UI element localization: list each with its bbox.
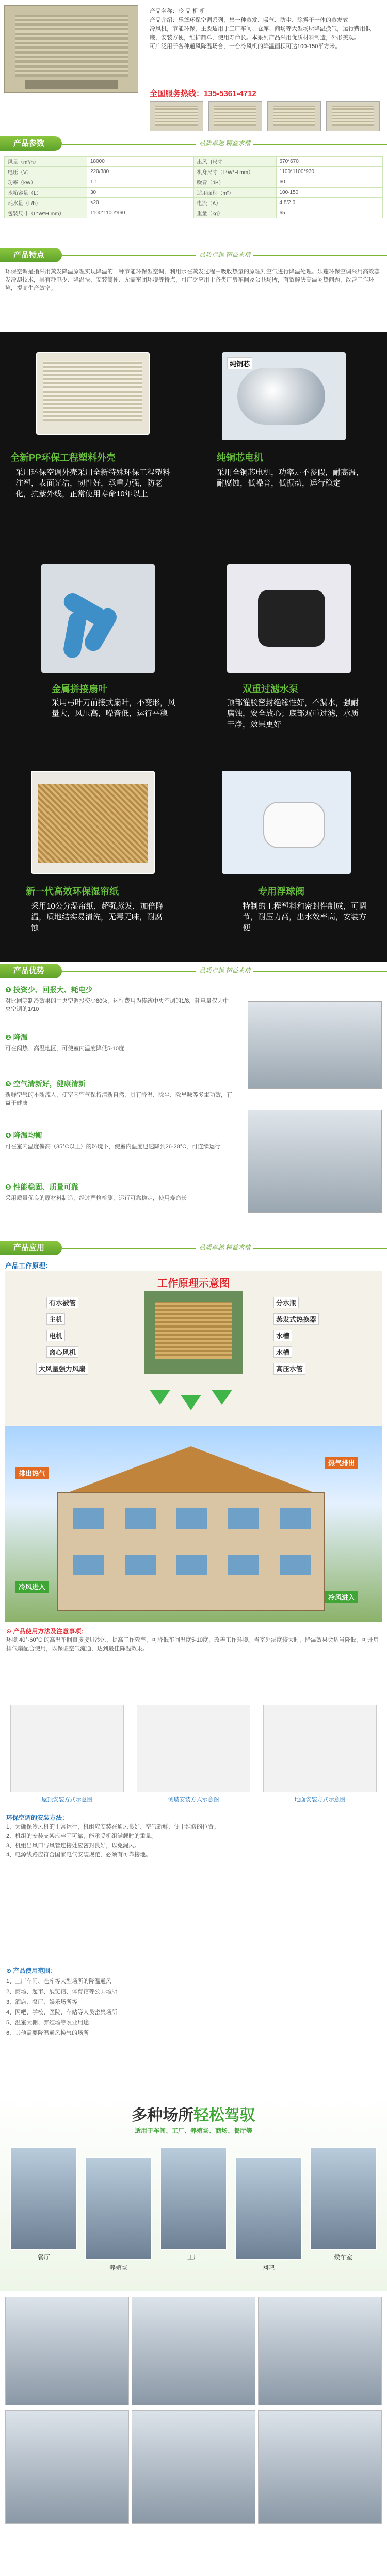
installation-photo	[248, 1110, 382, 1213]
param-value: 1100*1100*960	[87, 208, 194, 218]
apps-heading: ⊙ 产品使用范围：	[6, 1967, 57, 1974]
features-block-1	[0, 332, 387, 549]
scene-photo	[235, 2157, 302, 2271]
params-row	[5, 157, 383, 167]
case-photo	[5, 2410, 129, 2524]
fan-blade-image	[41, 564, 155, 673]
feature-text: 采用环保空调外壳采用全新特殊环保工程塑料注塑，表面光洁，韧性好，承重力强，防老化，抗紫外线，正常使用寿命10年以上	[15, 468, 171, 498]
param-key: 电压（V）	[5, 167, 87, 177]
info-line: 冷风机，节能环保，主要适用于工厂车间、仓库、商场等大型场所降温换气，运行费用低	[150, 26, 371, 32]
params-table-wrap	[0, 153, 387, 246]
advantages-list	[0, 980, 387, 1239]
building-label: 排出热气	[15, 1467, 49, 1479]
section-header-params	[0, 134, 387, 153]
hotline-number[interactable]: 135-5361-4712	[204, 89, 256, 98]
param-key: 重量（kg）	[194, 208, 276, 218]
section-subtitle: 品质卓越 精益求精	[196, 138, 253, 147]
notes-heading: ⊙ 产品使用方法及注意事项：	[6, 1628, 88, 1635]
scene-caption: 候车室	[333, 2254, 352, 2261]
unit-illustration	[144, 1291, 243, 1374]
advantage-text: 可在闷热、高温地区，可使室内温度降低5-10度	[5, 1045, 125, 1052]
diagram-title: 工作原理示意图	[157, 1278, 230, 1289]
install-step: 4、电源线路应符合国家电气安装规范，必须有可靠接地。	[6, 1852, 152, 1858]
section-title: 产品优势	[0, 964, 62, 978]
advantage-item	[5, 1032, 232, 1053]
case-photo	[132, 2297, 255, 2405]
feature-title: 金属拼接扇叶	[52, 684, 107, 694]
section-title: 产品参数	[0, 136, 62, 151]
advantage-text: 可在室内温度偏高（35°C以上）的环境下，使室内温度迅速降到26-28°C，可连续运行	[5, 1144, 221, 1150]
advantage-text: 采用质量优良的原材料制造，经过严格检测，运行可靠稳定，使用寿命长	[5, 1195, 187, 1201]
diagram-label: 水槽	[273, 1330, 292, 1341]
info-line: 廉，安装方便，维护简单，使用寿命长。本系列产品采用优质材料制造，外形美观。	[150, 35, 360, 41]
advantage-text: 对比同等制冷效果的中央空调投资少80%，运行费用为传统中央空调的1/8，耗电量仅为中央空调的1/10	[5, 998, 229, 1012]
section-subtitle: 品质卓越 精益求精	[196, 966, 253, 975]
section-header-application	[0, 1239, 387, 1257]
thumbnail-strip	[150, 101, 382, 132]
params-row	[5, 177, 383, 188]
install-diagram	[263, 1705, 377, 1803]
scene-photo	[10, 2147, 77, 2261]
param-key: 适用面积（m²）	[194, 188, 276, 198]
param-value: 30	[87, 188, 194, 198]
apps-item: 4、网吧、学校、医院、车站等人员密集场所	[6, 2009, 118, 2016]
diagram-caption: 屋顶安装方式示意图	[41, 1797, 93, 1803]
scene-photo	[160, 2147, 227, 2261]
scene-photo	[85, 2157, 152, 2271]
param-value: 220/380	[87, 167, 194, 177]
param-key: 噪音（dB）	[194, 177, 276, 188]
advantage-text: 新鲜空气的不断流入，使室内空气保持清新自然，具有降温、除尘、除异味等多重功效，有益于健康	[5, 1092, 232, 1106]
hotline-label: 全国服务热线：	[150, 89, 204, 98]
diagram-label: 主机	[46, 1313, 65, 1325]
features-block-2	[0, 549, 387, 755]
copper-core-tag: 纯铜芯	[227, 357, 252, 369]
param-value: 18000	[87, 157, 194, 167]
shell-image	[36, 352, 150, 435]
feature-title: 新一代高效环保湿帘纸	[26, 886, 119, 897]
scene-caption: 工厂	[187, 2254, 200, 2261]
param-key: 水箱容量（L）	[5, 188, 87, 198]
float-valve-image	[222, 771, 351, 874]
advantage-item	[5, 1182, 232, 1203]
thumbnail[interactable]	[267, 101, 321, 131]
diagram-label: 蒸发式热换器	[273, 1313, 319, 1325]
product-main-image[interactable]	[4, 5, 138, 93]
case-photos	[0, 2291, 387, 2529]
install-diagram	[137, 1705, 250, 1803]
installation-photo	[248, 1001, 382, 1089]
install-instructions	[0, 1808, 387, 1963]
feature-title: 双重过滤水泵	[243, 684, 298, 694]
banner-title-a: 多种场所	[132, 2107, 194, 2124]
building-label: 冷风进入	[15, 1581, 49, 1593]
airflow-arrow	[212, 1390, 232, 1405]
param-key: 机身尺寸（L*W*H mm）	[194, 167, 276, 177]
install-step: 1、为确保冷风机的正常运行，机组应安装在通风良好、空气新鲜、便于维修的位置。	[6, 1824, 220, 1830]
apps-item: 5、温室大棚、养殖场等农业用途	[6, 2020, 89, 2026]
diagram-label: 分水瓶	[273, 1297, 299, 1308]
params-row	[5, 198, 383, 208]
hotline[interactable]	[150, 88, 256, 99]
install-diagram	[10, 1705, 124, 1803]
diagram-caption: 侧墙安装方式示意图	[168, 1797, 219, 1803]
pump-image	[227, 564, 351, 673]
advantage-heading: ❷ 降温	[5, 1033, 28, 1041]
section-title: 产品应用	[0, 1241, 62, 1255]
diagram-label: 大风量强力风扇	[36, 1363, 88, 1375]
feature-text: 特制的工程塑料和密封件制成，可调节，耐压力高，出水效率高，安装方便	[243, 902, 367, 932]
install-step: 2、机组的安装支架应牢固可靠，能承受机组满载时的重量。	[6, 1833, 157, 1839]
diagram-label: 水槽	[273, 1346, 292, 1358]
apps-item: 2、商场、超市、展览馆、体育馆等公共场所	[6, 1989, 118, 1995]
param-key: 耗水量（L/h）	[5, 198, 87, 208]
banner-title-b: 轻松驾驭	[194, 2107, 255, 2124]
section-header-features	[0, 246, 387, 264]
section-title: 产品特点	[0, 248, 62, 262]
case-photo	[132, 2410, 255, 2524]
product-grille	[15, 15, 128, 77]
feature-text: 顶部灌胶密封绝缘性好，不漏水，强耐腐蚀，安全放心；底部双重过滤，水质干净，效果更好	[227, 698, 359, 729]
hero-section	[0, 0, 387, 134]
diagram-caption: 地面安装方式示意图	[294, 1797, 346, 1803]
param-key: 电流（A）	[194, 198, 276, 208]
params-table	[4, 156, 383, 218]
param-value: 1.1	[87, 177, 194, 188]
param-value: ≤20	[87, 198, 194, 208]
usage-notes	[0, 1622, 387, 1699]
apps-item: 3、酒店、餐厅、娱乐场所等	[6, 1999, 78, 2005]
wet-pad-image	[31, 771, 155, 874]
install-heading: 环保空调的安装方法：	[6, 1814, 69, 1821]
scenarios-banner	[0, 2095, 387, 2291]
feature-title: 专用浮球阀	[258, 886, 304, 897]
product-info	[150, 7, 382, 51]
install-diagrams	[0, 1699, 387, 1808]
param-value: 60	[276, 177, 383, 188]
param-value: 670*670	[276, 157, 383, 167]
diagram-label: 电机	[46, 1330, 65, 1341]
advantage-heading: ❸ 空气清新好，健康清新	[5, 1080, 86, 1088]
diagram-label: 有水被管	[46, 1297, 78, 1308]
building-label: 冷风进入	[325, 1591, 358, 1603]
param-key: 风量（m³/h）	[5, 157, 87, 167]
apps-list	[0, 1976, 387, 2095]
advantage-item	[5, 985, 232, 1013]
section-header-advantages	[0, 962, 387, 980]
info-line: 可广泛用于各种通风降温场合，一台冷风机的降温面积可达100-150平方米。	[150, 43, 341, 50]
param-value: 65	[276, 208, 383, 218]
feature-text: 采用10公分湿帘纸，超强蒸发，加倍降温，质地结实易清洗，无毒无味，耐腐蚀	[31, 902, 164, 932]
param-key: 出风口尺寸	[194, 157, 276, 167]
scene-photo	[310, 2147, 377, 2261]
diagram-label: 高压水管	[273, 1363, 305, 1375]
param-value: 100-150	[276, 188, 383, 198]
param-key: 包装尺寸（L*W*H mm）	[5, 208, 87, 218]
advantage-item	[5, 1079, 232, 1107]
params-row	[5, 167, 383, 177]
thumbnail[interactable]	[150, 101, 203, 131]
advantage-heading: ❶ 投资少、回报大、耗电少	[5, 986, 93, 994]
building-airflow-illustration	[5, 1426, 382, 1622]
airflow-arrow	[150, 1390, 170, 1405]
diagram-heading: 产品工作原理：	[5, 1262, 53, 1270]
working-principle-diagram	[5, 1271, 382, 1426]
info-line: 产品名称：冷 品 机 机	[150, 8, 206, 14]
scene-caption: 餐厅	[37, 2254, 50, 2261]
diagram-label: 离心风机	[46, 1346, 78, 1358]
building-label: 热气排出	[325, 1457, 358, 1469]
thumbnail[interactable]	[326, 101, 380, 131]
install-step: 3、机组出风口与风管连接处应密封良好，以免漏风。	[6, 1843, 140, 1849]
feature-title: 全新PP环保工程塑料外壳	[10, 452, 116, 463]
params-row	[5, 188, 383, 198]
case-photo	[258, 2410, 382, 2524]
features-block-3	[0, 755, 387, 962]
product-base	[25, 80, 118, 89]
section-subtitle: 品质卓越 精益求精	[196, 1243, 253, 1252]
scene-caption: 网吧	[262, 2264, 275, 2271]
thumbnail[interactable]	[208, 101, 262, 131]
airflow-arrow	[181, 1395, 201, 1410]
scene-caption: 养殖场	[109, 2264, 128, 2271]
param-value: 1100*1100*930	[276, 167, 383, 177]
features-intro: 环保空调是指采用蒸发降温原理实现降温的一种节能环保型空调，利用水在蒸发过程中吸收热量的原理对空气进行降温处理。乐蓬环保空调采用高效蒸发冷却技术，具有耗电少、降温快、安装简便、无需密闭环境等特点，可广泛应用于各类厂房车间及公共场所，有效解决高温闷热问题，改善工作环境，提高生产效率。	[5, 269, 380, 291]
apps-item: 1、工厂车间、仓库等大型场所的降温通风	[6, 1978, 112, 1985]
banner-subtitle: 适用于车间、工厂、养殖场、商场、餐厅等	[134, 2127, 252, 2134]
param-key: 功率（kW）	[5, 177, 87, 188]
feature-text: 采用全铜芯电机，功率足不参假，耐高温，耐腐蚀，低噪音，低振动，运行稳定	[217, 468, 364, 488]
params-row	[5, 208, 383, 218]
advantage-heading: ❹ 降温均衡	[5, 1131, 42, 1139]
advantage-item	[5, 1130, 232, 1151]
advantage-heading: ❺ 性能稳固、质量可靠	[5, 1183, 78, 1191]
case-photo	[258, 2297, 382, 2405]
case-photo	[5, 2297, 129, 2405]
banner-title	[0, 2102, 387, 2125]
section-subtitle: 品质卓越 精益求精	[196, 250, 253, 259]
info-line: 产品介绍：乐蓬环保空调系列，集一种蒸发、吸气、防尘、除雾于一体的蒸发式	[150, 17, 348, 23]
notes-text: 环境 40°-60°C 的高温车间直接接进冷风，提高工作效率，可降低车间温度5-10度，改善工作环境。当室外湿度较大时，降温效果会适当降低，可开启排气扇配合使用，以保证空气流通，达到最佳降温效果。	[6, 1637, 379, 1652]
feature-text: 采用弓叶刀前接式扇叶，不变形，风量大，风压高，噪音低，运行平稳	[52, 698, 176, 718]
feature-title: 纯铜芯电机	[217, 452, 263, 463]
param-value: 4.8/2.6	[276, 198, 383, 208]
apps-item: 6、其他需要降温通风换气的场所	[6, 2030, 89, 2036]
